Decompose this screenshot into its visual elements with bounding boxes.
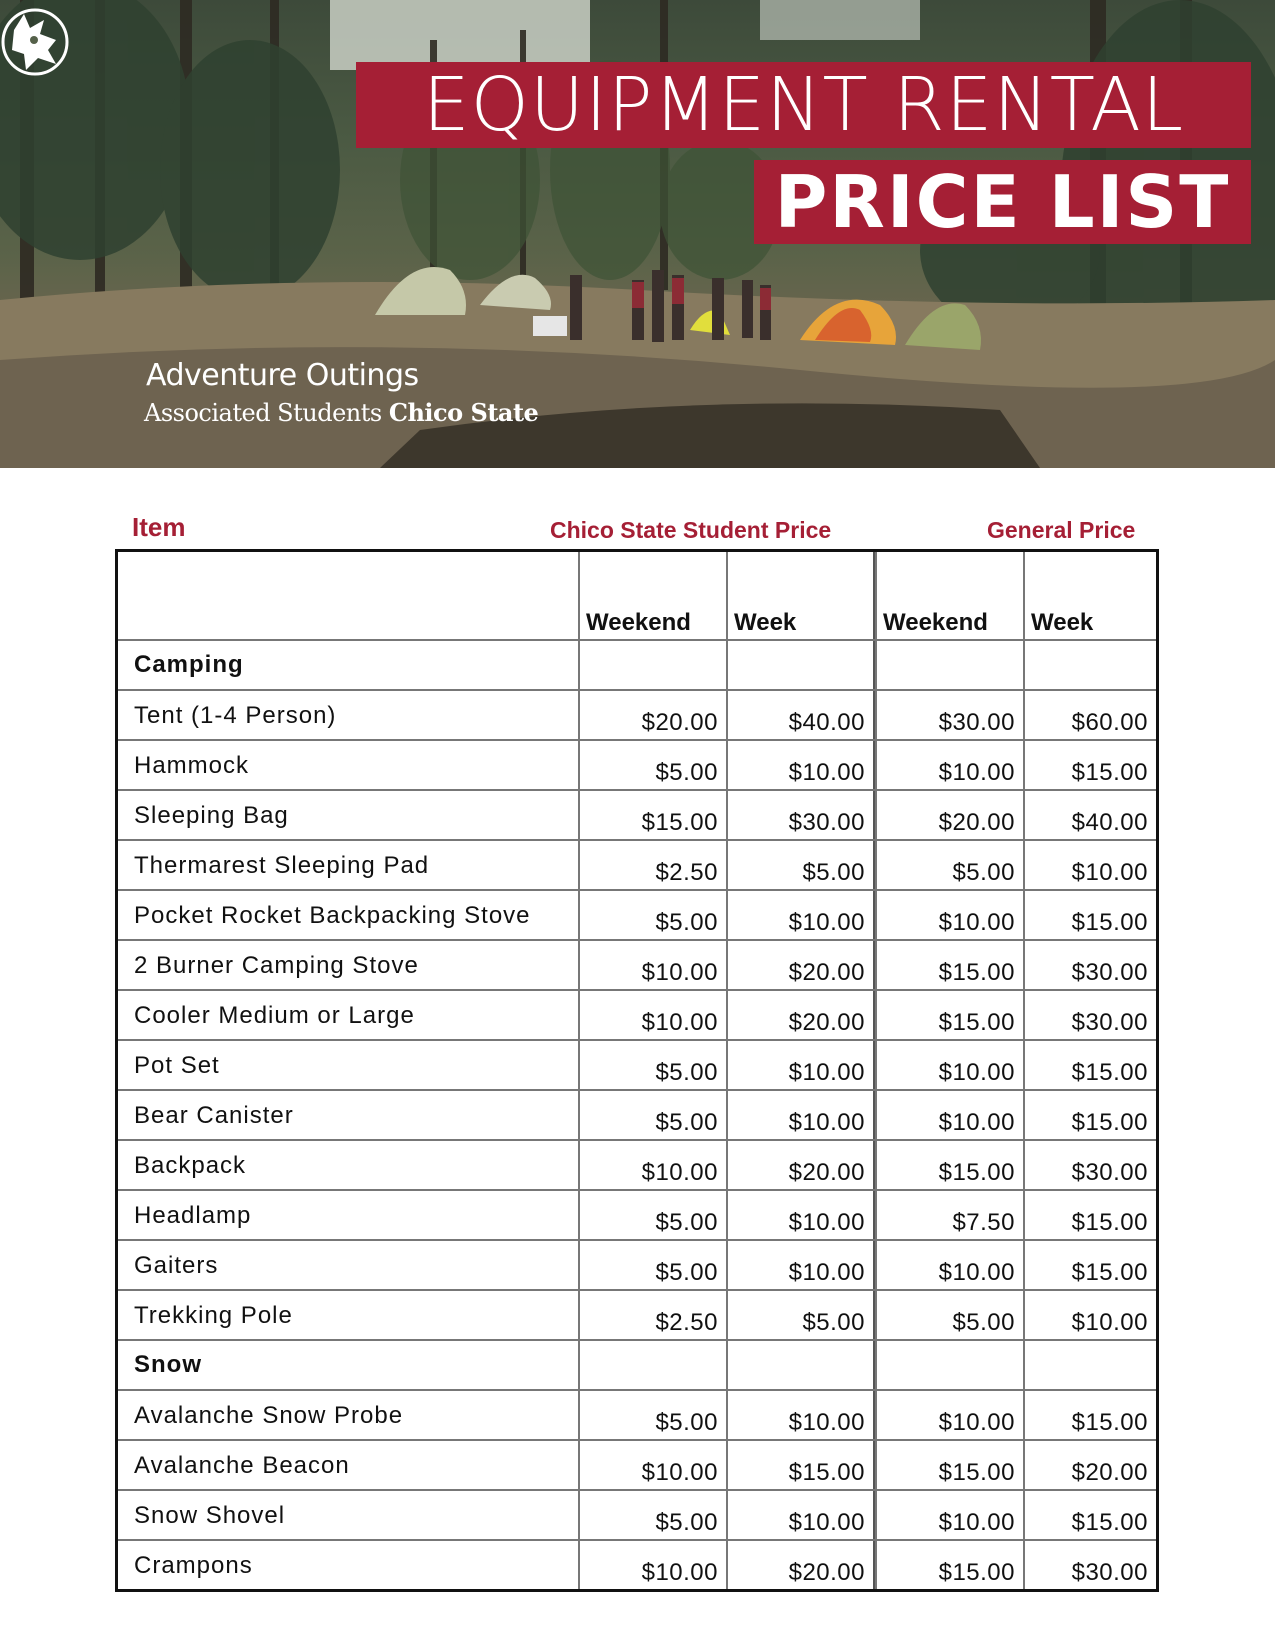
item-name: Avalanche Beacon <box>134 1452 350 1479</box>
column-header-student-price: Chico State Student Price <box>550 517 832 543</box>
price-student-weekend: $10.00 <box>578 1141 726 1189</box>
table-row <box>118 989 1156 1039</box>
price-general-week: $10.00 <box>1023 841 1156 889</box>
table-row <box>118 1039 1156 1089</box>
item-name: Pot Set <box>134 1052 220 1079</box>
item-name: Gaiters <box>134 1252 219 1279</box>
price-general-week: $30.00 <box>1023 941 1156 989</box>
category-empty-cell <box>726 1341 875 1389</box>
item-name: Pocket Rocket Backpacking Stove <box>134 902 531 929</box>
table-subheader-row <box>118 552 1156 639</box>
subheader-general-week: Week <box>1023 552 1156 639</box>
title-price-list: PRICE LIST <box>754 160 1251 244</box>
price-student-week: $10.00 <box>726 1491 875 1539</box>
table-row <box>118 1239 1156 1289</box>
price-general-weekend: $15.00 <box>875 941 1023 989</box>
price-student-weekend: $10.00 <box>578 941 726 989</box>
price-general-weekend: $10.00 <box>875 741 1023 789</box>
price-general-weekend: $20.00 <box>875 791 1023 839</box>
price-student-weekend: $10.00 <box>578 1441 726 1489</box>
price-general-weekend: $15.00 <box>875 1541 1023 1589</box>
item-name: Hammock <box>134 752 250 779</box>
subheader-general-weekend: Weekend <box>875 552 1023 639</box>
brand-sub-regular: Associated Students <box>144 399 382 427</box>
item-name: 2 Burner Camping Stove <box>134 952 419 979</box>
item-name: Headlamp <box>134 1202 252 1229</box>
price-student-weekend: $20.00 <box>578 691 726 739</box>
price-student-week: $15.00 <box>726 1441 875 1489</box>
price-general-weekend: $15.00 <box>875 991 1023 1039</box>
price-general-week: $10.00 <box>1023 1291 1156 1339</box>
category-empty-cell <box>1023 641 1156 689</box>
table-row <box>118 789 1156 839</box>
table-row <box>118 889 1156 939</box>
price-general-week: $15.00 <box>1023 891 1156 939</box>
table-row <box>118 839 1156 889</box>
table-row <box>118 1289 1156 1339</box>
price-student-week: $10.00 <box>726 1391 875 1439</box>
item-name: Tent (1-4 Person) <box>134 702 337 729</box>
table-row <box>118 1389 1156 1439</box>
price-student-weekend: $2.50 <box>578 841 726 889</box>
price-student-week: $20.00 <box>726 991 875 1039</box>
price-student-weekend: $5.00 <box>578 1241 726 1289</box>
subheader-student-week: Week <box>726 552 875 639</box>
item-name: Snow Shovel <box>134 1502 286 1529</box>
item-name: Cooler Medium or Large <box>134 1002 415 1029</box>
brand-subtitle <box>144 398 538 427</box>
item-name: Trekking Pole <box>134 1302 293 1329</box>
column-header-item: Item <box>132 512 186 542</box>
title-equipment-rental: EQUIPMENT RENTAL <box>356 62 1251 148</box>
price-general-week: $15.00 <box>1023 741 1156 789</box>
price-general-weekend: $15.00 <box>875 1141 1023 1189</box>
table-row <box>118 689 1156 739</box>
item-name: Avalanche Snow Probe <box>134 1402 404 1429</box>
table-row <box>118 1539 1156 1589</box>
price-general-week: $30.00 <box>1023 1141 1156 1189</box>
price-student-weekend: $10.00 <box>578 1541 726 1589</box>
price-student-weekend: $5.00 <box>578 1041 726 1089</box>
price-general-weekend: $5.00 <box>875 1291 1023 1339</box>
table-row <box>118 739 1156 789</box>
price-student-week: $10.00 <box>726 891 875 939</box>
table-row <box>118 1489 1156 1539</box>
subheader-student-weekend: Weekend <box>578 552 726 639</box>
price-student-week: $10.00 <box>726 1091 875 1139</box>
price-student-weekend: $10.00 <box>578 991 726 1039</box>
table-row <box>118 1189 1156 1239</box>
price-student-week: $10.00 <box>726 1241 875 1289</box>
price-student-week: $20.00 <box>726 941 875 989</box>
item-name: Thermarest Sleeping Pad <box>134 852 430 879</box>
price-general-weekend: $5.00 <box>875 841 1023 889</box>
category-empty-cell <box>1023 1341 1156 1389</box>
category-label: Snow <box>134 1351 202 1378</box>
price-student-week: $40.00 <box>726 691 875 739</box>
price-student-week: $5.00 <box>726 1291 875 1339</box>
price-general-week: $15.00 <box>1023 1041 1156 1089</box>
category-empty-cell <box>578 641 726 689</box>
price-student-week: $10.00 <box>726 1191 875 1239</box>
price-student-weekend: $5.00 <box>578 891 726 939</box>
hero-photo <box>0 0 1275 468</box>
price-general-week: $15.00 <box>1023 1241 1156 1289</box>
price-general-weekend: $15.00 <box>875 1441 1023 1489</box>
price-general-weekend: $10.00 <box>875 1391 1023 1439</box>
price-student-week: $20.00 <box>726 1141 875 1189</box>
price-general-weekend: $7.50 <box>875 1191 1023 1239</box>
table-row <box>118 1089 1156 1139</box>
price-general-weekend: $10.00 <box>875 1041 1023 1089</box>
subheader-item-cell <box>118 552 578 639</box>
price-student-weekend: $5.00 <box>578 1491 726 1539</box>
price-student-week: $30.00 <box>726 791 875 839</box>
price-student-week: $10.00 <box>726 1041 875 1089</box>
price-general-week: $15.00 <box>1023 1191 1156 1239</box>
item-name: Sleeping Bag <box>134 802 289 829</box>
price-student-weekend: $5.00 <box>578 1191 726 1239</box>
price-general-week: $60.00 <box>1023 691 1156 739</box>
price-general-weekend: $10.00 <box>875 1091 1023 1139</box>
category-row <box>118 639 1156 689</box>
price-general-week: $15.00 <box>1023 1091 1156 1139</box>
category-empty-cell <box>875 641 1023 689</box>
price-general-week: $30.00 <box>1023 1541 1156 1589</box>
category-empty-cell <box>578 1341 726 1389</box>
price-general-week: $30.00 <box>1023 991 1156 1039</box>
brand-sub-bold: Chico State <box>388 398 539 427</box>
price-student-week: $20.00 <box>726 1541 875 1589</box>
table-row <box>118 1439 1156 1489</box>
price-table <box>115 549 1159 1592</box>
table-row <box>118 939 1156 989</box>
price-general-weekend: $30.00 <box>875 691 1023 739</box>
column-header-general-price: General Price <box>987 517 1136 543</box>
item-name: Backpack <box>134 1152 247 1179</box>
category-row <box>118 1339 1156 1389</box>
price-general-week: $15.00 <box>1023 1391 1156 1439</box>
price-general-weekend: $10.00 <box>875 1491 1023 1539</box>
brand-name: Adventure Outings <box>146 358 419 393</box>
price-student-week: $5.00 <box>726 841 875 889</box>
price-student-weekend: $5.00 <box>578 1391 726 1439</box>
price-student-weekend: $15.00 <box>578 791 726 839</box>
category-empty-cell <box>875 1341 1023 1389</box>
price-general-week: $20.00 <box>1023 1441 1156 1489</box>
price-student-weekend: $2.50 <box>578 1291 726 1339</box>
price-student-week: $10.00 <box>726 741 875 789</box>
category-empty-cell <box>726 641 875 689</box>
table-row <box>118 1139 1156 1189</box>
price-student-weekend: $5.00 <box>578 741 726 789</box>
item-name: Bear Canister <box>134 1102 294 1129</box>
item-name: Crampons <box>134 1552 253 1579</box>
price-general-weekend: $10.00 <box>875 1241 1023 1289</box>
wildcat-logo-icon <box>0 0 70 80</box>
category-label: Camping <box>134 651 244 678</box>
price-general-weekend: $10.00 <box>875 891 1023 939</box>
price-student-weekend: $5.00 <box>578 1091 726 1139</box>
price-general-week: $40.00 <box>1023 791 1156 839</box>
price-general-week: $15.00 <box>1023 1491 1156 1539</box>
